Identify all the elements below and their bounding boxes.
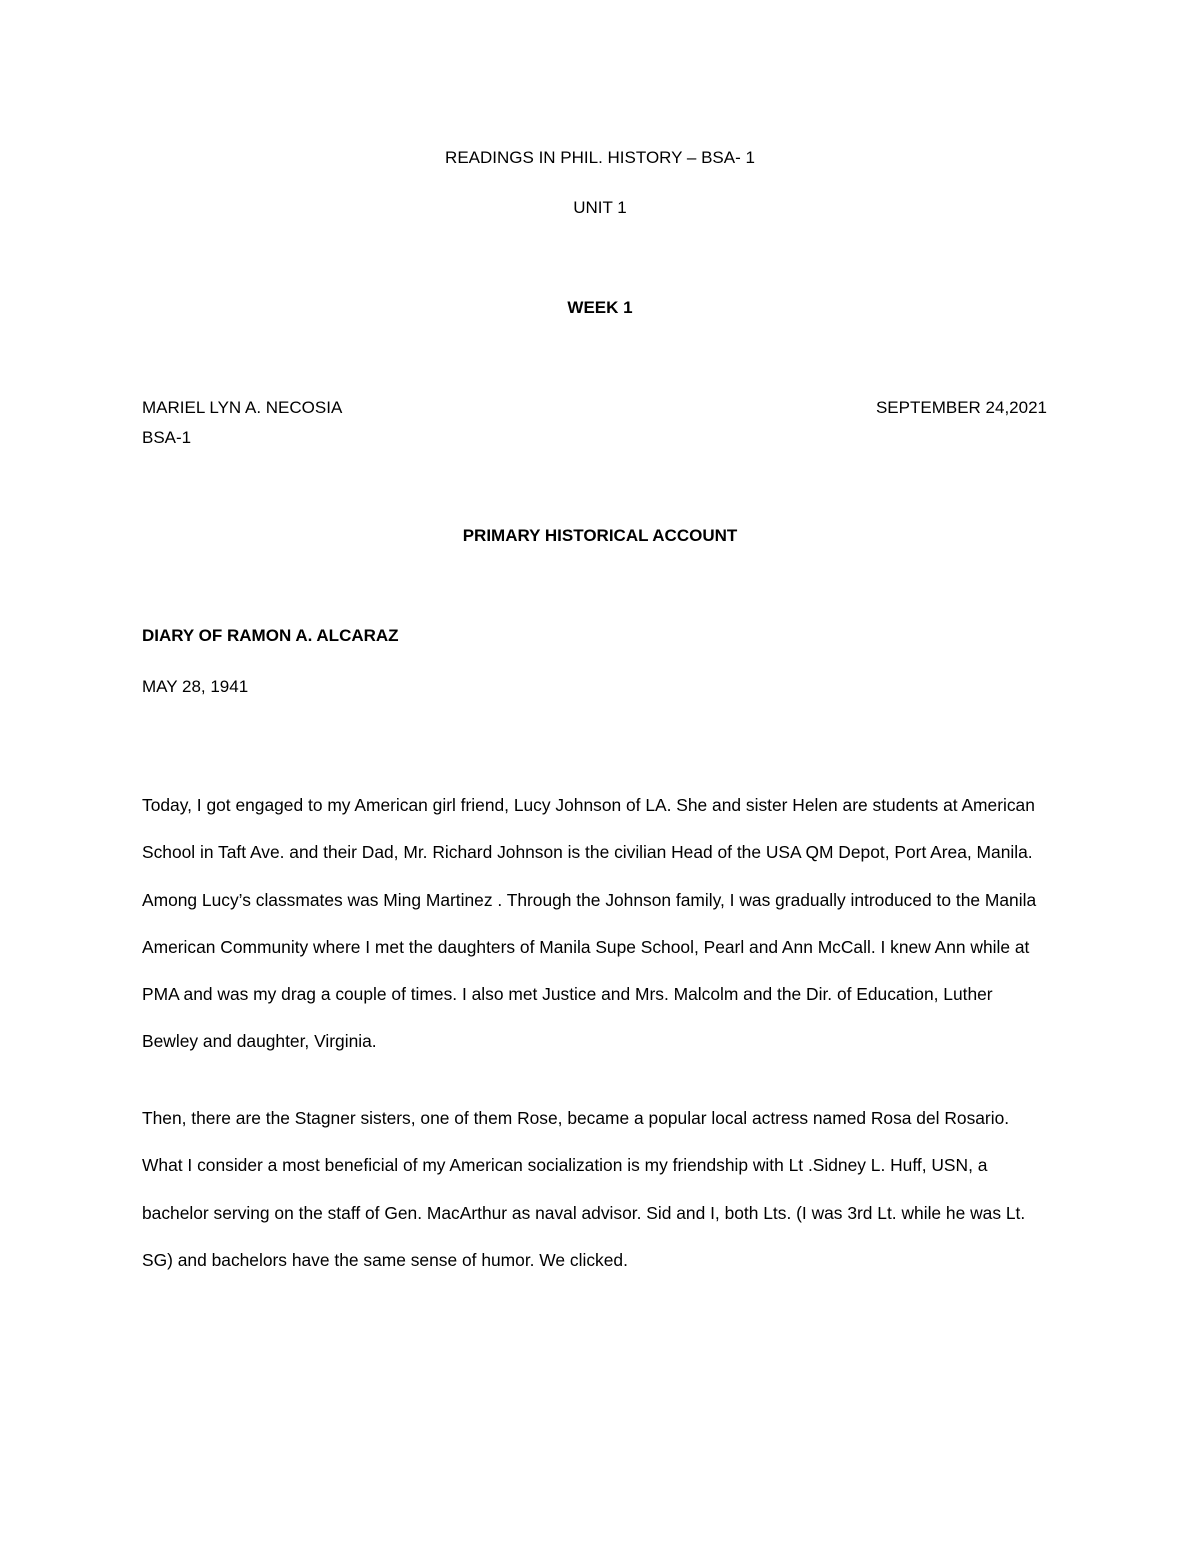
submission-date: SEPTEMBER 24,2021: [875, 398, 1047, 417]
diary-title: DIARY OF RAMON A. ALCARAZ: [142, 626, 399, 645]
unit-label: UNIT 1: [573, 198, 627, 217]
diary-paragraph: Then, there are the Stagner sisters, one of them Rose, became a popular local actress named Rosa del Rosario. What I consider a most beneficial of my American socialization is my friendship with Lt .Sidney L. Huff, USN, a bachelor serving on the staff of Gen. MacArthur as naval advisor. Sid and I, both Lts. (I was 3rd Lt. while he was Lt. SG) and bachelors have the same sense of humor. We clicked.: [142, 1108, 1026, 1270]
diary-paragraph: Today, I got engaged to my American girl friend, Lucy Johnson of LA. She and sister Helen are students at American School in Taft Ave. and their Dad, Mr. Richard Johnson is the civilian Head of the USA QM Depot, Port Area, Manila. Among Lucy’s classmates was Ming Martinez . Through the Johnson family, I was gradually introduced to the Manila American Community where I met the daughters of Manila Supe School, Pearl and Ann McCall. I knew Ann while at PMA and was my drag a couple of times. I also met Justice and Mrs. Malcolm and the Dir. of Education, Luther Bewley and daughter, Virginia.: [142, 795, 1037, 1052]
diary-entry-date: MAY 28, 1941: [142, 677, 249, 696]
course-header: READINGS IN PHIL. HISTORY – BSA- 1: [445, 148, 755, 167]
student-section: BSA-1: [142, 428, 192, 447]
student-name: MARIEL LYN A. NECOSIA: [142, 398, 343, 417]
week-label: WEEK 1: [567, 298, 633, 317]
document-heading: PRIMARY HISTORICAL ACCOUNT: [462, 526, 738, 545]
